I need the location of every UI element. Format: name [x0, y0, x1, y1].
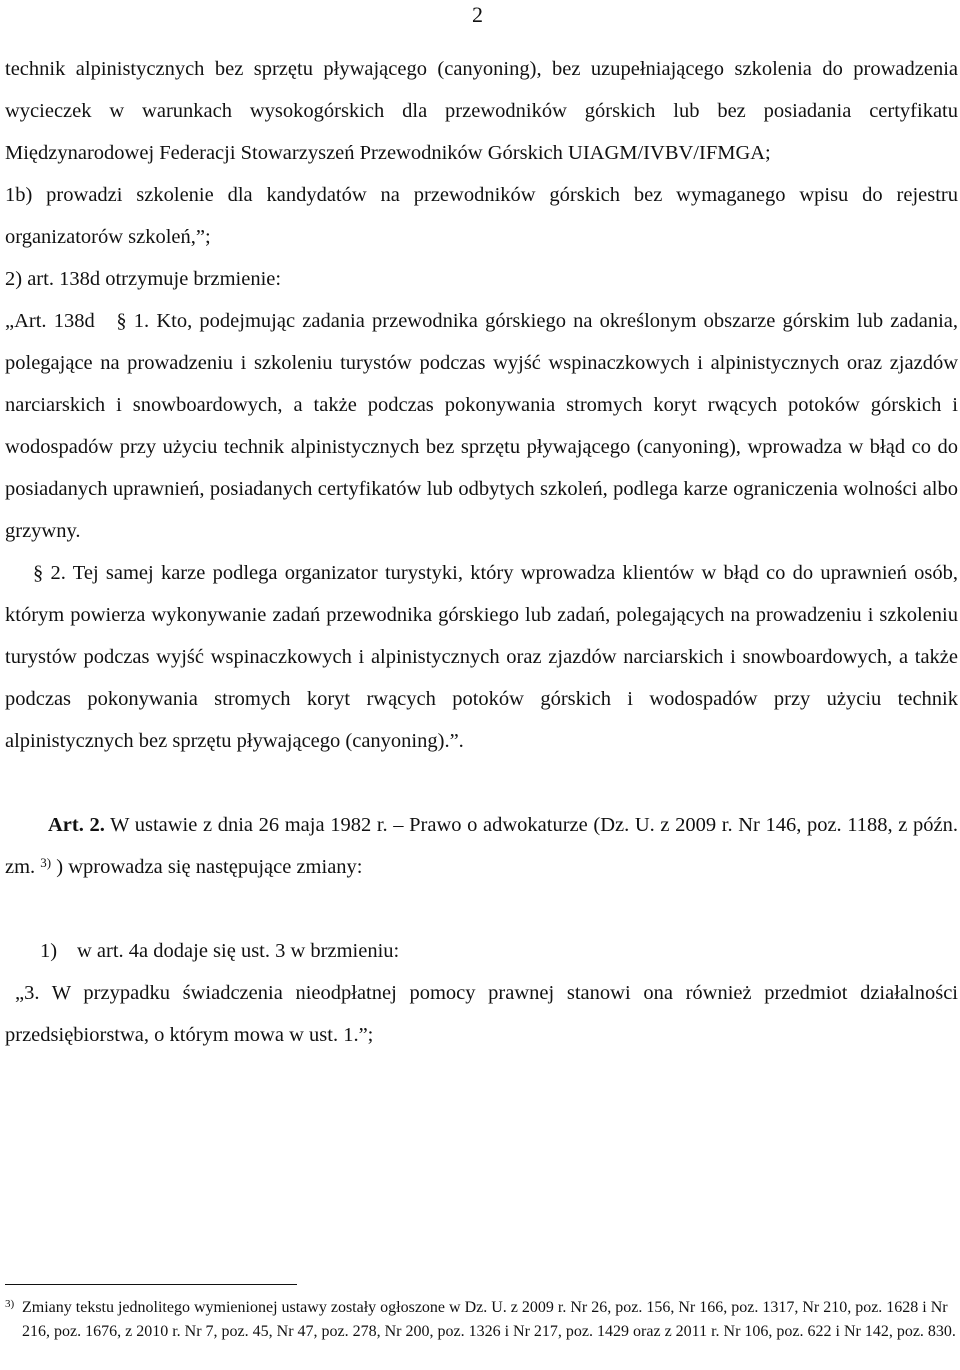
article-2-paragraph	[5, 804, 958, 888]
article-2-label: Art. 2.	[48, 814, 105, 836]
page-number: 2	[472, 2, 483, 27]
article-138d-section-2-text: Tej samej karze podlega organizator turystyki, który wprowadza klientów w błąd co do uprawnień osób, którym powierza wykonywanie zadań przewodnika górskiego lub zadań, polegających na prowadzeniu i szkoleniu turystów podczas wyjść wspinaczkowych i alpinistycznych oraz zjazdów narciarskich i snowboardowych, a także podczas pokonywania stromych koryt rwących potoków górskich i wodospadów przy użyciu technik alpinistycznych bez sprzętu pływającego (canyoning).”.	[5, 562, 958, 752]
footnote-mark: 3)	[5, 1298, 15, 1310]
paragraph-art-138d-intro: 2) art. 138d otrzymuje brzmienie:	[5, 268, 282, 290]
paragraph-1b: 1b) prowadzi szkolenie dla kandydatów na przewodników górskich bez wymaganego wpisu do rejestru organizatorów szkoleń,”;	[5, 184, 958, 248]
article-2-text-b: ) wprowadza się następujące zmiany:	[56, 856, 363, 878]
footnote-separator	[5, 1284, 297, 1285]
footnote-reference[interactable]: 3)	[40, 855, 52, 870]
document-body	[5, 48, 958, 1056]
article-2-text-a: W ustawie z dnia 26 maja 1982 r. – Prawo o adwokaturze (Dz. U. z 2009 r. Nr 146, poz. 1188, z późn. zm.	[5, 814, 958, 878]
section-2-mark: § 2.	[33, 562, 66, 584]
footnote-text: Zmiany tekstu jednolitego wymienionej ustawy zostały ogłoszone w Dz. U. z 2009 r. Nr 26, poz. 156, Nr 166, poz. 1317, Nr 210, poz. 1628 i Nr 216, poz. 1676, z 2010 r. Nr 7, poz. 45, Nr 47, poz. 278, Nr 200, poz. 1326 i Nr 217, poz. 1429 oraz z 2011 r. Nr 106, poz. 622 i Nr 142, poz. 830.	[22, 1299, 956, 1340]
list-item-quote: „3. W przypadku świadczenia nieodpłatnej pomocy prawnej stanowi ona również przedmiot działalności przedsiębiorstwa, o którym mowa w ust. 1.”;	[5, 982, 958, 1046]
article-138d-section-1-text: Kto, podejmując zadania przewodnika górskiego na określonym obszarze górskim lub zadania, polegające na prowadzeniu i szkoleniu turystów podczas wyjść wspinaczkowych i alpinistycznych oraz zjazdów narciarskich i snowboardowych, a także podczas pokonywania stromych koryt rwących potoków górskich i wodospadów przy użyciu technik alpinistycznych bez sprzętu pływającego (canyoning), wprowadza w błąd co do posiadanych uprawnień, posiadanych certyfikatów lub odbytych szkoleń, podlega karze ograniczenia wolności albo grzywny.	[5, 310, 959, 542]
list-item-number: 1)	[40, 940, 58, 962]
list-item-text: w art. 4a dodaje się ust. 3 w brzmieniu:	[77, 940, 400, 962]
article-138d-lead: „Art. 138d	[5, 310, 95, 332]
list-item	[5, 930, 958, 972]
footnote	[5, 1296, 958, 1344]
article-138d-para-2	[5, 552, 958, 762]
section-1-mark: § 1.	[116, 310, 150, 332]
paragraph-continuation: technik alpinistycznych bez sprzętu pływającego (canyoning), bez uzupełniającego szkolenia do prowadzenia wycieczek w warunkach wysokogórskich dla przewodników górskich lub bez posiadania certyfikatu Międzynarodowej Federacji Stowarzyszeń Przewodników Górskich UIAGM/IVBV/IFMGA;	[5, 58, 958, 164]
article-138d-para-1	[5, 300, 958, 552]
amendment-list	[5, 930, 958, 1056]
